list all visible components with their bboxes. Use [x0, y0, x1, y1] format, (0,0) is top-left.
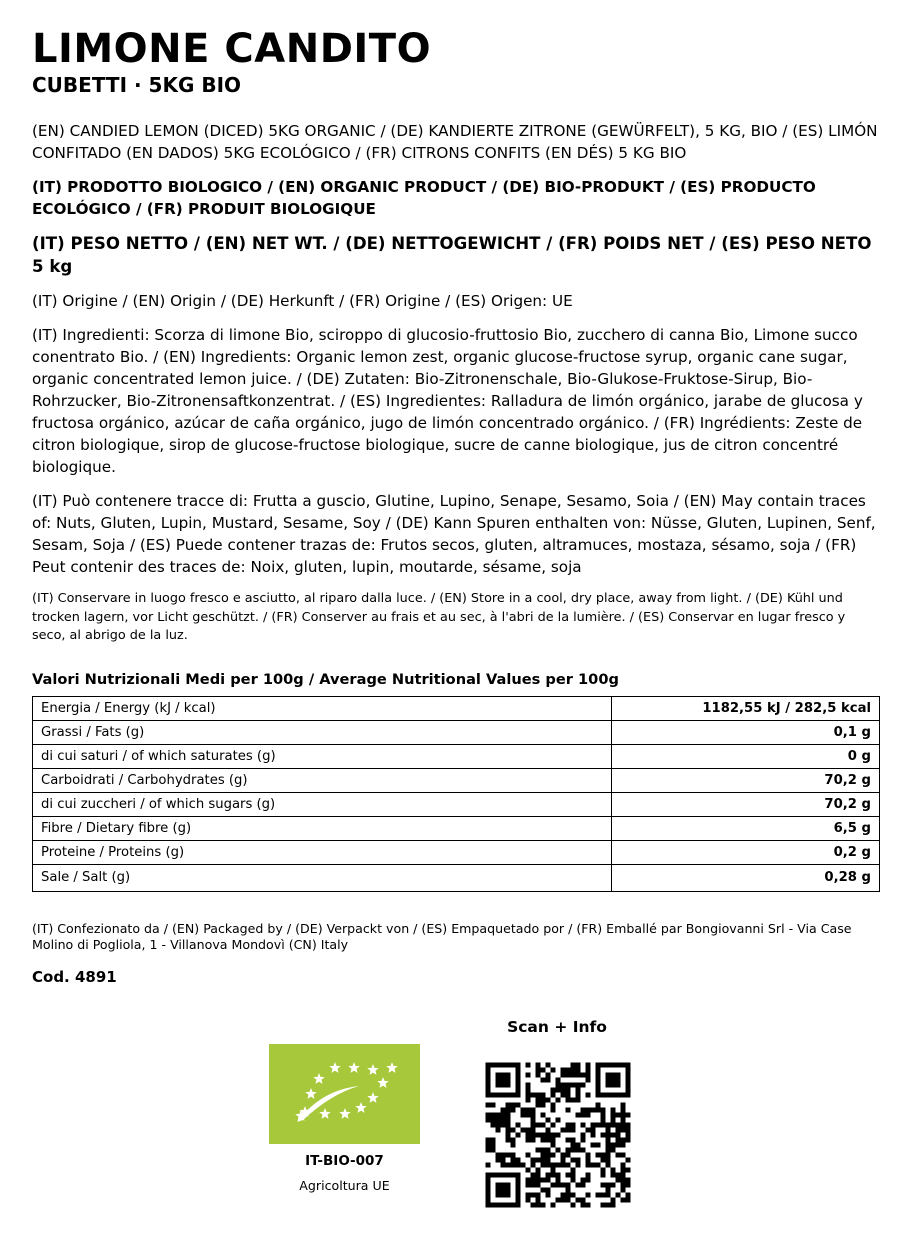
nutrient-value: 0,2 g: [612, 840, 880, 864]
origin: (IT) Origine / (EN) Origin / (DE) Herkunft / (FR) Origine / (ES) Origen: UE: [32, 292, 573, 310]
nutrient-label: Sale / Salt (g): [33, 864, 612, 891]
eu-organic-leaf-icon: [269, 1044, 420, 1144]
nutrient-value: 0 g: [612, 744, 880, 768]
nutrition-table: [32, 696, 880, 892]
nutrient-value: 70,2 g: [612, 768, 880, 792]
qr-label: Scan + Info: [507, 1018, 607, 1036]
nutrient-value: 0,1 g: [612, 720, 880, 744]
nutrient-value: 0,28 g: [612, 864, 880, 891]
eu-organic-logo: [269, 1044, 420, 1144]
eu-organic-code: IT-BIO-007: [305, 1153, 384, 1169]
qr-code-icon[interactable]: [476, 1053, 640, 1217]
nutrient-label: Proteine / Proteins (g): [33, 840, 612, 864]
nutrient-label: Energia / Energy (kJ / kcal): [33, 696, 612, 720]
net-weight: (IT) PESO NETTO / (EN) NET WT. / (DE) NETTOGEWICHT / (FR) POIDS NET / (ES) PESO NETO 5 kg: [32, 234, 872, 276]
storage-instructions: (IT) Conservare in luogo fresco e asciutto, al riparo dalla luce. / (EN) Store in a cool, dry place, away from light. / (DE) Kühl und trocken lagern, vor Licht geschützt. / (FR) Conserver au frais et au sec, à l'abri de la lumière. / (ES) Conservar en lugar fresco y seco, al abrigo de la luz.: [32, 591, 846, 643]
table-row: [33, 696, 880, 720]
nutrient-label: Grassi / Fats (g): [33, 720, 612, 744]
table-row: [33, 864, 880, 891]
table-row: [33, 840, 880, 864]
ingredients: (IT) Ingredienti: Scorza di limone Bio, sciroppo di glucosio-fruttosio Bio, zucchero di canna Bio, Limone succo conentrato Bio. / (EN) Ingredients: Organic lemon zest, organic glucose-fructose syrup, organic cane sugar, organic concentrated lemon juice. / (DE) Zutaten: Bio-Zitronenschale, Bio-Glukose-Fruktose-Sirup, Bio-Rohrzucker, Bio-Zitronensaftkonzentrat. / (ES) Ingredientes: Ralladura de limón orgánico, jarabe de glucosa y fructosa orgánico, azúcar de caña orgánico, jugo de limón concentrado orgánico. / (FR) Ingrédients: Zeste de citron biologique, sirop de glucose-fructose biologique, sucre de canne biologique, jus de citron concentré biologique.: [32, 326, 863, 476]
table-row: [33, 792, 880, 816]
product-title: LIMONE CANDITO: [32, 26, 432, 72]
organic-statement: (IT) PRODOTTO BIOLOGICO / (EN) ORGANIC PRODUCT / (DE) BIO-PRODUKT / (ES) PRODUCTO ECOLÓGICO / (FR) PRODUIT BIOLOGIQUE: [32, 178, 816, 218]
packer-info: (IT) Confezionato da / (EN) Packaged by / (DE) Verpackt von / (ES) Empaquetado por / (FR) Emballé par Bongiovanni Srl - Via Case Molino di Pogliola, 1 - Villanova Mondovì (CN) Italy: [32, 920, 852, 952]
table-row: [33, 816, 880, 840]
label-document: [32, 26, 880, 987]
product-subtitle: CUBETTI · 5KG BIO: [32, 73, 242, 97]
allergens: (IT) Può contenere tracce di: Frutta a guscio, Glutine, Lupino, Senape, Sesamo, Soia / (EN) May contain traces of: Nuts, Gluten, Lupin, Mustard, Sesame, Soy / (DE) Kann Spuren enthalten von: Nüsse, Gluten, Lupinen, Senf, Sesam, Soja / (ES) Puede contener trazas de: Frutos secos, gluten, altramuces, mostaza, sésamo, soja / (FR) Peut contenir des traces de: Noix, gluten, lupin, moutarde, sésame, soja: [32, 492, 876, 576]
product-names: (EN) CANDIED LEMON (DICED) 5KG ORGANIC / (DE) KANDIERTE ZITRONE (GEWÜRFELT), 5 KG, BIO / (ES) LIMÓN CONFITADO (EN DADOS) 5KG ECOLÓGICO / (FR) CITRONS CONFITS (EN DÉS) 5 KG BIO: [32, 122, 878, 162]
product-code: Cod. 4891: [32, 967, 117, 986]
table-row: [33, 720, 880, 744]
nutrient-value: 6,5 g: [612, 816, 880, 840]
nutrient-label: Fibre / Dietary fibre (g): [33, 816, 612, 840]
nutrient-label: Carboidrati / Carbohydrates (g): [33, 768, 612, 792]
table-row: [33, 744, 880, 768]
nutrient-value: 70,2 g: [612, 792, 880, 816]
nutrition-title: Valori Nutrizionali Medi per 100g / Average Nutritional Values per 100g: [32, 670, 619, 688]
nutrient-value: 1182,55 kJ / 282,5 kcal: [612, 696, 880, 720]
table-row: [33, 768, 880, 792]
eu-agriculture-label: Agricoltura UE: [299, 1178, 390, 1193]
nutrient-label: di cui saturi / of which saturates (g): [33, 744, 612, 768]
nutrient-label: di cui zuccheri / of which sugars (g): [33, 792, 612, 816]
